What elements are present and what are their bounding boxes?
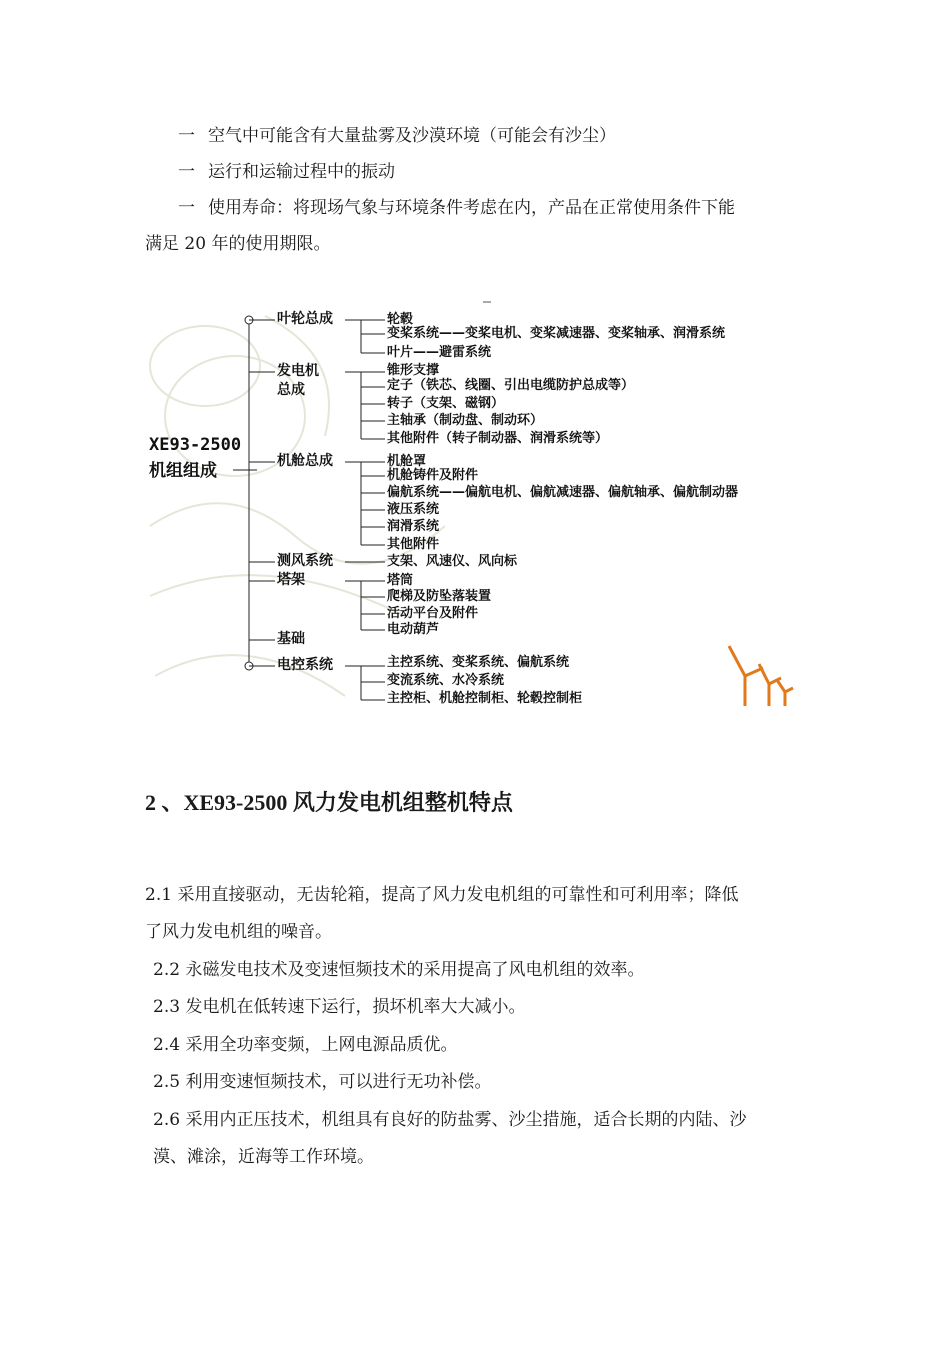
intro-line-1: 一 空气中可能含有大量盐雾及沙漠环境（可能会有沙尘） xyxy=(178,126,616,146)
item-generator-accessories: 其他附件（转子制动器、润滑系统等） xyxy=(387,431,609,446)
feature-line-1: 2.1 采用直接驱动，无齿轮箱，提高了风力发电机组的可靠性和可利用率；降低 xyxy=(145,885,739,905)
dash-marker: 一 xyxy=(178,126,195,146)
item-hoist: 电动葫芦 xyxy=(387,622,440,637)
category-tower: 塔架 xyxy=(277,572,305,588)
item-main-control: 主控系统、变桨系统、偏航系统 xyxy=(387,655,570,670)
category-foundation: 基础 xyxy=(277,631,305,647)
section-heading: 2 、XE93-2500 风力发电机组整机特点 xyxy=(145,790,513,815)
item-nacelle-accessories: 其他附件 xyxy=(387,537,440,552)
category-nacelle-assembly: 机舱总成 xyxy=(277,453,333,469)
unit-composition-diagram xyxy=(145,296,805,710)
item-blade: 叶片——避雷系统 xyxy=(387,345,492,360)
item-hub: 轮毂 xyxy=(387,312,414,327)
item-control-cabinets: 主控柜、机舱控制柜、轮毂控制柜 xyxy=(387,691,583,706)
item-nacelle-cover: 机舱罩 xyxy=(387,454,427,469)
item-stator: 定子（铁芯、线圈、引出电缆防护总成等） xyxy=(387,378,635,393)
item-hydraulic-system: 液压系统 xyxy=(387,502,440,517)
dash-marker: 一 xyxy=(178,162,195,182)
feature-line-6: 2.5 利用变速恒频技术，可以进行无功补偿。 xyxy=(153,1072,492,1092)
item-yaw-system: 偏航系统——偏航电机、偏航减速器、偏航轴承、偏航制动器 xyxy=(387,485,739,500)
item-tower-tube: 塔筒 xyxy=(387,573,414,588)
item-main-bearing: 主轴承（制动盘、制动环） xyxy=(387,413,544,428)
intro-line-2: 一 运行和运输过程中的振动 xyxy=(178,162,395,182)
item-platform: 活动平台及附件 xyxy=(387,606,479,621)
feature-line-5: 2.4 采用全功率变频，上网电源品质优。 xyxy=(153,1035,458,1055)
feature-line-2: 了风力发电机组的噪音。 xyxy=(145,922,332,942)
intro-line-3: 一 使用寿命：将现场气象与环境条件考虑在内，产品在正常使用条件下能 xyxy=(178,198,735,218)
wind-turbine-icon xyxy=(729,646,793,706)
diagram-root-label: XE93-2500 机组组成 xyxy=(149,435,242,481)
category-wind-measurement: 测风系统 xyxy=(277,553,333,569)
intro-line-4: 满足 20 年的使用期限。 xyxy=(145,234,331,254)
feature-line-8: 漠、滩涂，近海等工作环境。 xyxy=(153,1147,374,1167)
item-cone-support: 锥形支撑 xyxy=(387,363,440,378)
category-control-system: 电控系统 xyxy=(277,657,333,673)
item-pitch-system: 变桨系统——变桨电机、变桨减速器、变桨轴承、润滑系统 xyxy=(387,326,726,341)
feature-line-7: 2.6 采用内正压技术，机组具有良好的防盐雾、沙尘措施，适合长期的内陆、沙 xyxy=(153,1110,747,1130)
item-anemometer: 支架、风速仪、风向标 xyxy=(387,554,518,569)
feature-line-3: 2.2 永磁发电技术及变速恒频技术的采用提高了风电机组的效率。 xyxy=(153,960,645,980)
item-lubrication-system: 润滑系统 xyxy=(387,519,440,534)
category-generator-line2: 总成 xyxy=(277,382,305,398)
item-rotor: 转子（支架、磁钢） xyxy=(387,396,505,411)
item-ladder: 爬梯及防坠落装置 xyxy=(387,589,492,604)
category-rotor-assembly: 叶轮总成 xyxy=(277,311,333,327)
item-nacelle-casting: 机舱铸件及附件 xyxy=(387,468,479,483)
item-converter: 变流系统、水冷系统 xyxy=(387,673,505,688)
dash-marker: 一 xyxy=(178,198,195,218)
category-generator-line1: 发电机 xyxy=(277,363,319,379)
feature-line-4: 2.3 发电机在低转速下运行，损坏机率大大减小。 xyxy=(153,997,526,1017)
